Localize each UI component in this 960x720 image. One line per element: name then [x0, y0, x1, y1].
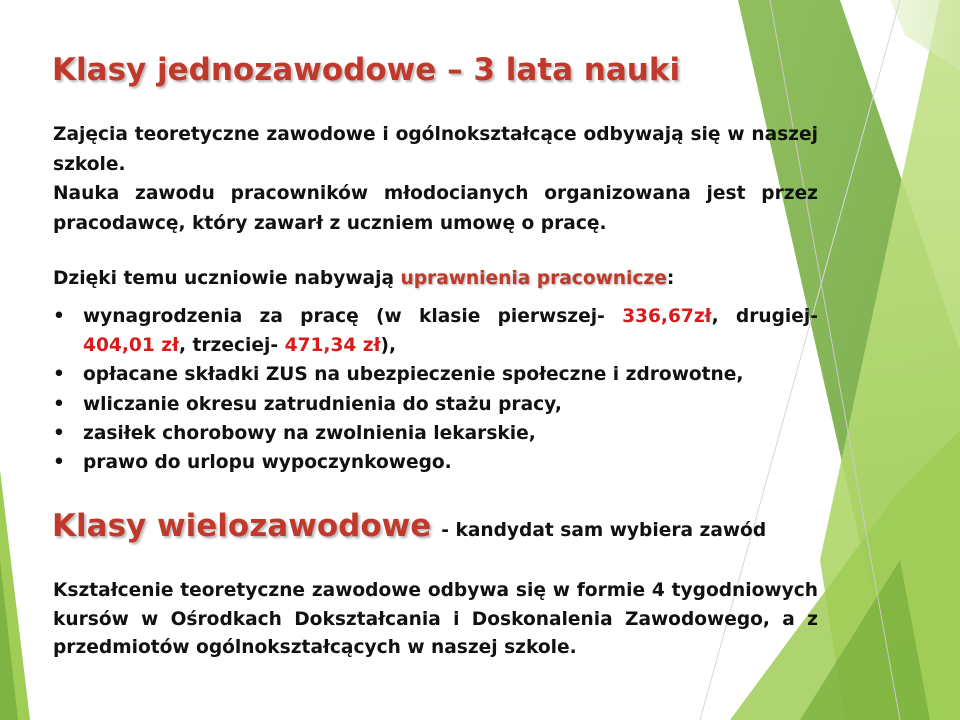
list-item: • wliczanie okresu zatrudnienia do stażu pracy, [53, 390, 818, 419]
list-item: • zasiłek chorobowy na zwolnienia lekarskie, [53, 419, 818, 448]
rights-intro [53, 264, 833, 294]
wages-text-third: , trzeciej- [178, 335, 285, 357]
heading-single-trade-classes: Klasy jednozawodowe – 3 lata nauki [52, 52, 681, 88]
rights-intro-text: Dzięki temu uczniowie nabywają [53, 268, 401, 289]
wage-amount-second-year: 404,01 zł [83, 335, 179, 357]
heading-multi-trade-subtitle: - kandydat sam wybiera zawód [441, 520, 767, 541]
list-item-wages [53, 302, 818, 360]
rights-list [53, 302, 818, 477]
list-item: • opłacane składki ZUS na ubezpieczenie społeczne i zdrowotne, [53, 360, 818, 389]
courses-paragraph: Kształcenie teoretyczne zawodowe odbywa się w formie 4 tygodniowych kursów w Ośrodkach Dokształcania i Doskonalenia Zawodowego, a z przedmiotów ogólnokształcących w naszej szkole. [53, 580, 818, 658]
rights-highlight: uprawnienia pracownicze [400, 268, 667, 289]
rights-intro-colon: : [666, 268, 675, 289]
wage-amount-third-year: 471,34 zł [284, 335, 381, 357]
wage-amount-first-year: 336,67zł [622, 306, 712, 327]
intro-paragraph [53, 120, 818, 238]
list-item: • prawo do urlopu wypoczynkowego. [53, 448, 818, 477]
intro-line-theory: Zajęcia teoretyczne zawodowe i ogólnokształcące odbywają się w naszej szkole. [53, 124, 818, 175]
heading-multi-trade-classes: Klasy wielozawodowe [52, 508, 432, 544]
intro-line-employer: Nauka zawodu pracowników młodocianych organizowana jest przez pracodawcę, który zawarł z uczniem umowę o pracę. [53, 183, 818, 234]
wages-text-end: ), [380, 335, 397, 357]
wages-text-second: , drugiej- [711, 306, 818, 327]
wages-text: wynagrodzenia za pracę (w klasie pierwszej- [83, 306, 623, 327]
multi-trade-heading-row [52, 508, 766, 544]
